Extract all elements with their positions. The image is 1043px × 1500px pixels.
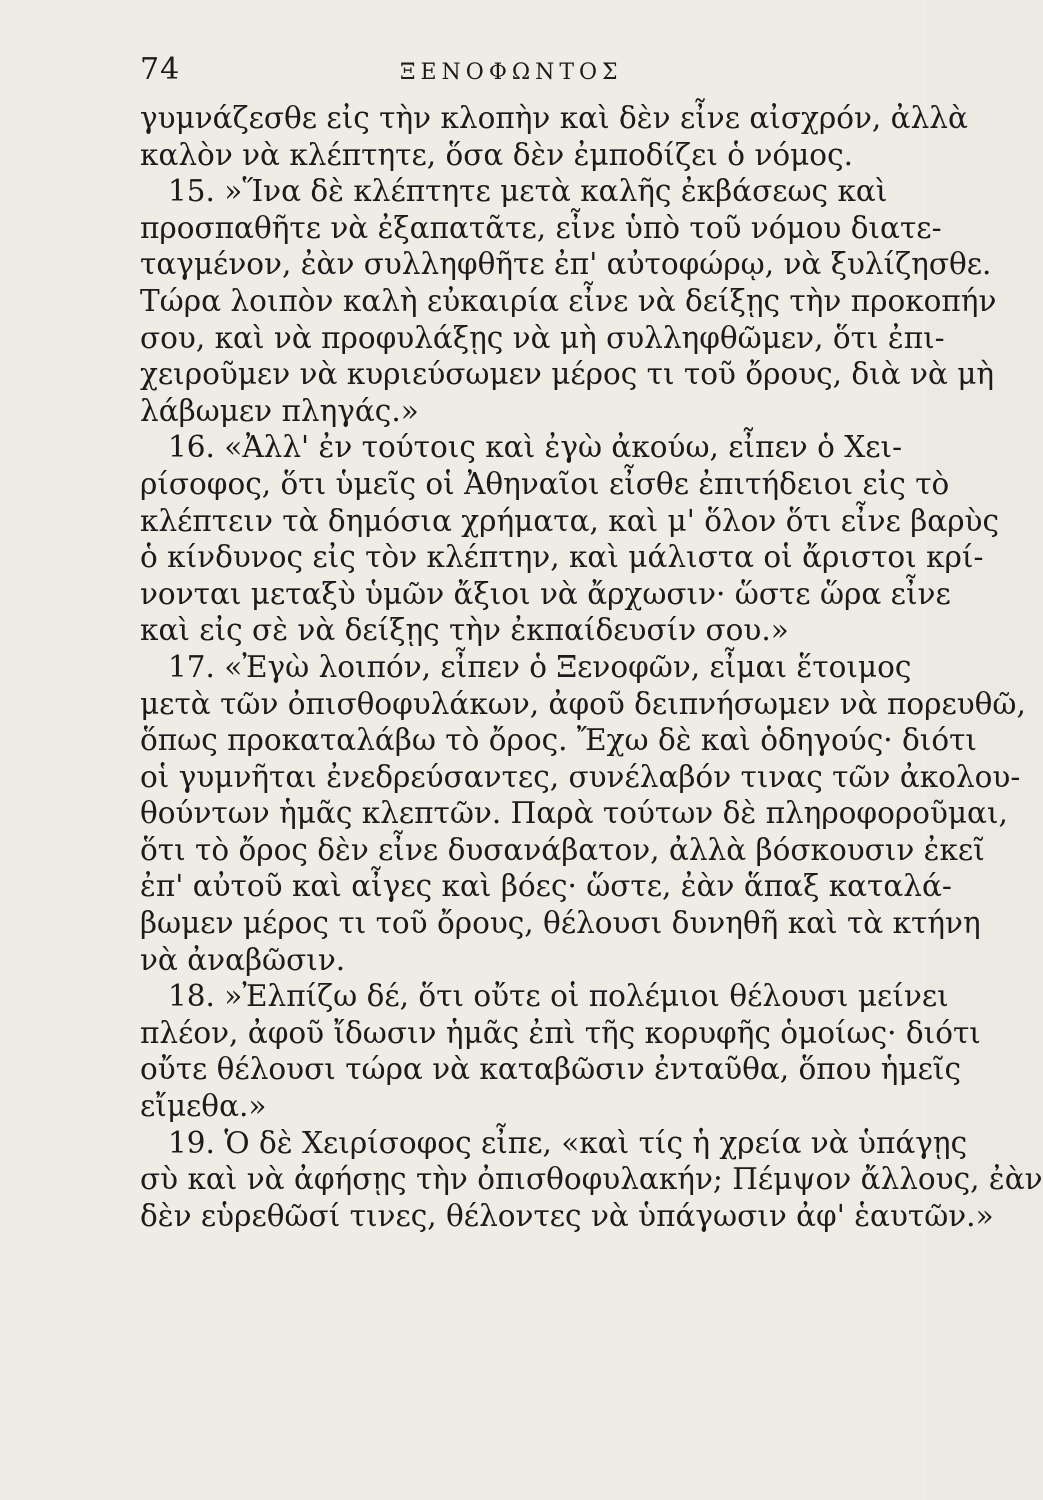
text-line: μετὰ τῶν ὀπισθοφυλάκων, ἀφοῦ δειπνήσωμεν νὰ πορευθῶ, [140, 686, 1026, 721]
text-line: γυμνάζεσθε εἰς τὴν κλοπὴν καὶ δὲν εἶνε αἰσχρόν, ἀλλὰ [140, 101, 968, 135]
text-line: σὺ καὶ νὰ ἀφήσῃς τὴν ὀπισθοφυλακήν; Πέμψον ἄλλους, ἐὰν [140, 1162, 1043, 1197]
text-line: λάβωμεν πληγάς.» [140, 393, 419, 428]
text-line: εἴμεθα.» [140, 1089, 267, 1124]
text-line: βωμεν μέρος τι τοῦ ὄρους, θέλουσι δυνηθῆ καὶ τὰ κτήνη [140, 906, 981, 941]
text-line: σου, καὶ νὰ προφυλάξῃς νὰ μὴ συλληφθῶμεν, ὅτι ἐπι- [140, 320, 945, 355]
text-line: πλέον, ἀφοῦ ἴδωσιν ἡμᾶς ἐπὶ τῆς κορυφῆς ὁμοίως· διότι [140, 1015, 981, 1050]
text-line: νὰ ἀναβῶσιν. [140, 942, 346, 977]
text-line: 17. «Ἐγὼ λοιπόν, εἶπεν ὁ Ξενοφῶν, εἶμαι ἕτοιμος [168, 649, 912, 684]
text-line: 18. »Ἐλπίζω δέ, ὅτι οὔτε οἱ πολέμιοι θέλουσι μείνει [168, 979, 949, 1014]
page-number: 74 [140, 52, 181, 87]
text-line: 19. Ὁ δὲ Χειρίσοφος εἶπε, «καὶ τίς ἡ χρεία νὰ ὑπάγῃς [168, 1125, 968, 1160]
text-line: θούντων ἡμᾶς κλεπτῶν. Παρὰ τούτων δὲ πληροφοροῦμαι, [140, 796, 1008, 831]
running-title: ΞΕΝΟΦΩΝΤΟΣ [400, 60, 623, 85]
text-line: οὔτε θέλουσι τώρα νὰ καταβῶσιν ἐνταῦθα, ὅπου ἡμεῖς [140, 1052, 961, 1087]
text-line: ὁ κίνδυνος εἰς τὸν κλέπτην, καὶ μάλιστα οἱ ἄριστοι κρί- [140, 540, 984, 575]
text-line: ὅπως προκαταλάβω τὸ ὄρος. Ἔχω δὲ καὶ ὁδηγούς· διότι [140, 723, 977, 758]
text-line: χειροῦμεν νὰ κυριεύσωμεν μέρος τι τοῦ ὄρους, διὰ νὰ μὴ [140, 357, 995, 392]
text-line: προσπαθῆτε νὰ ἐξαπατᾶτε, εἶνε ὑπὸ τοῦ νόμου διατε- [140, 210, 942, 245]
text-line: νονται μεταξὺ ὑμῶν ἄξιοι νὰ ἄρχωσιν· ὥστε ὥρα εἶνε [140, 576, 951, 611]
text-line: 16. «Ἀλλ' ἐν τούτοις καὶ ἐγὼ ἀκούω, εἶπεν ὁ Χει- [168, 430, 903, 465]
text-line: ὅτι τὸ ὄρος δὲν εἶνε δυσανάβατον, ἀλλὰ βόσκουσιν ἐκεῖ [140, 832, 985, 867]
text-line: Τώρα λοιπὸν καλὴ εὐκαιρία εἶνε νὰ δείξῃς τὴν προκοπήν [140, 283, 997, 318]
body-text [140, 100, 1043, 1234]
text-line: ταγμένον, ἐὰν συλληφθῆτε ἐπ' αὐτοφώρῳ, νὰ ξυλίζησθε. [140, 247, 992, 282]
text-line: 15. »Ἵνα δὲ κλέπτητε μετὰ καλῆς ἐκβάσεως καὶ [168, 174, 888, 209]
text-line: καὶ εἰς σὲ νὰ δείξῃς τὴν ἐκπαίδευσίν σου.» [140, 613, 789, 648]
text-line: δὲν εὑρεθῶσί τινες, θέλοντες νὰ ὑπάγωσιν ἀφ' ἑαυτῶν.» [140, 1198, 994, 1233]
page-header [140, 52, 880, 92]
text-line: καλὸν νὰ κλέπτητε, ὅσα δὲν ἐμποδίζει ὁ νόμος. [140, 137, 853, 172]
text-line: κλέπτειν τὰ δημόσια χρήματα, καὶ μ' ὅλον ὅτι εἶνε βαρὺς [140, 503, 999, 538]
text-line: ρίσοφος, ὅτι ὑμεῖς οἱ Ἀθηναῖοι εἶσθε ἐπιτήδειοι εἰς τὸ [140, 466, 950, 501]
text-line: ἐπ' αὐτοῦ καὶ αἶγες καὶ βόες· ὥστε, ἐὰν ἅπαξ καταλά- [140, 869, 952, 904]
text-line: οἱ γυμνῆται ἐνεδρεύσαντες, συνέλαβόν τινας τῶν ἀκολου- [140, 759, 1021, 794]
